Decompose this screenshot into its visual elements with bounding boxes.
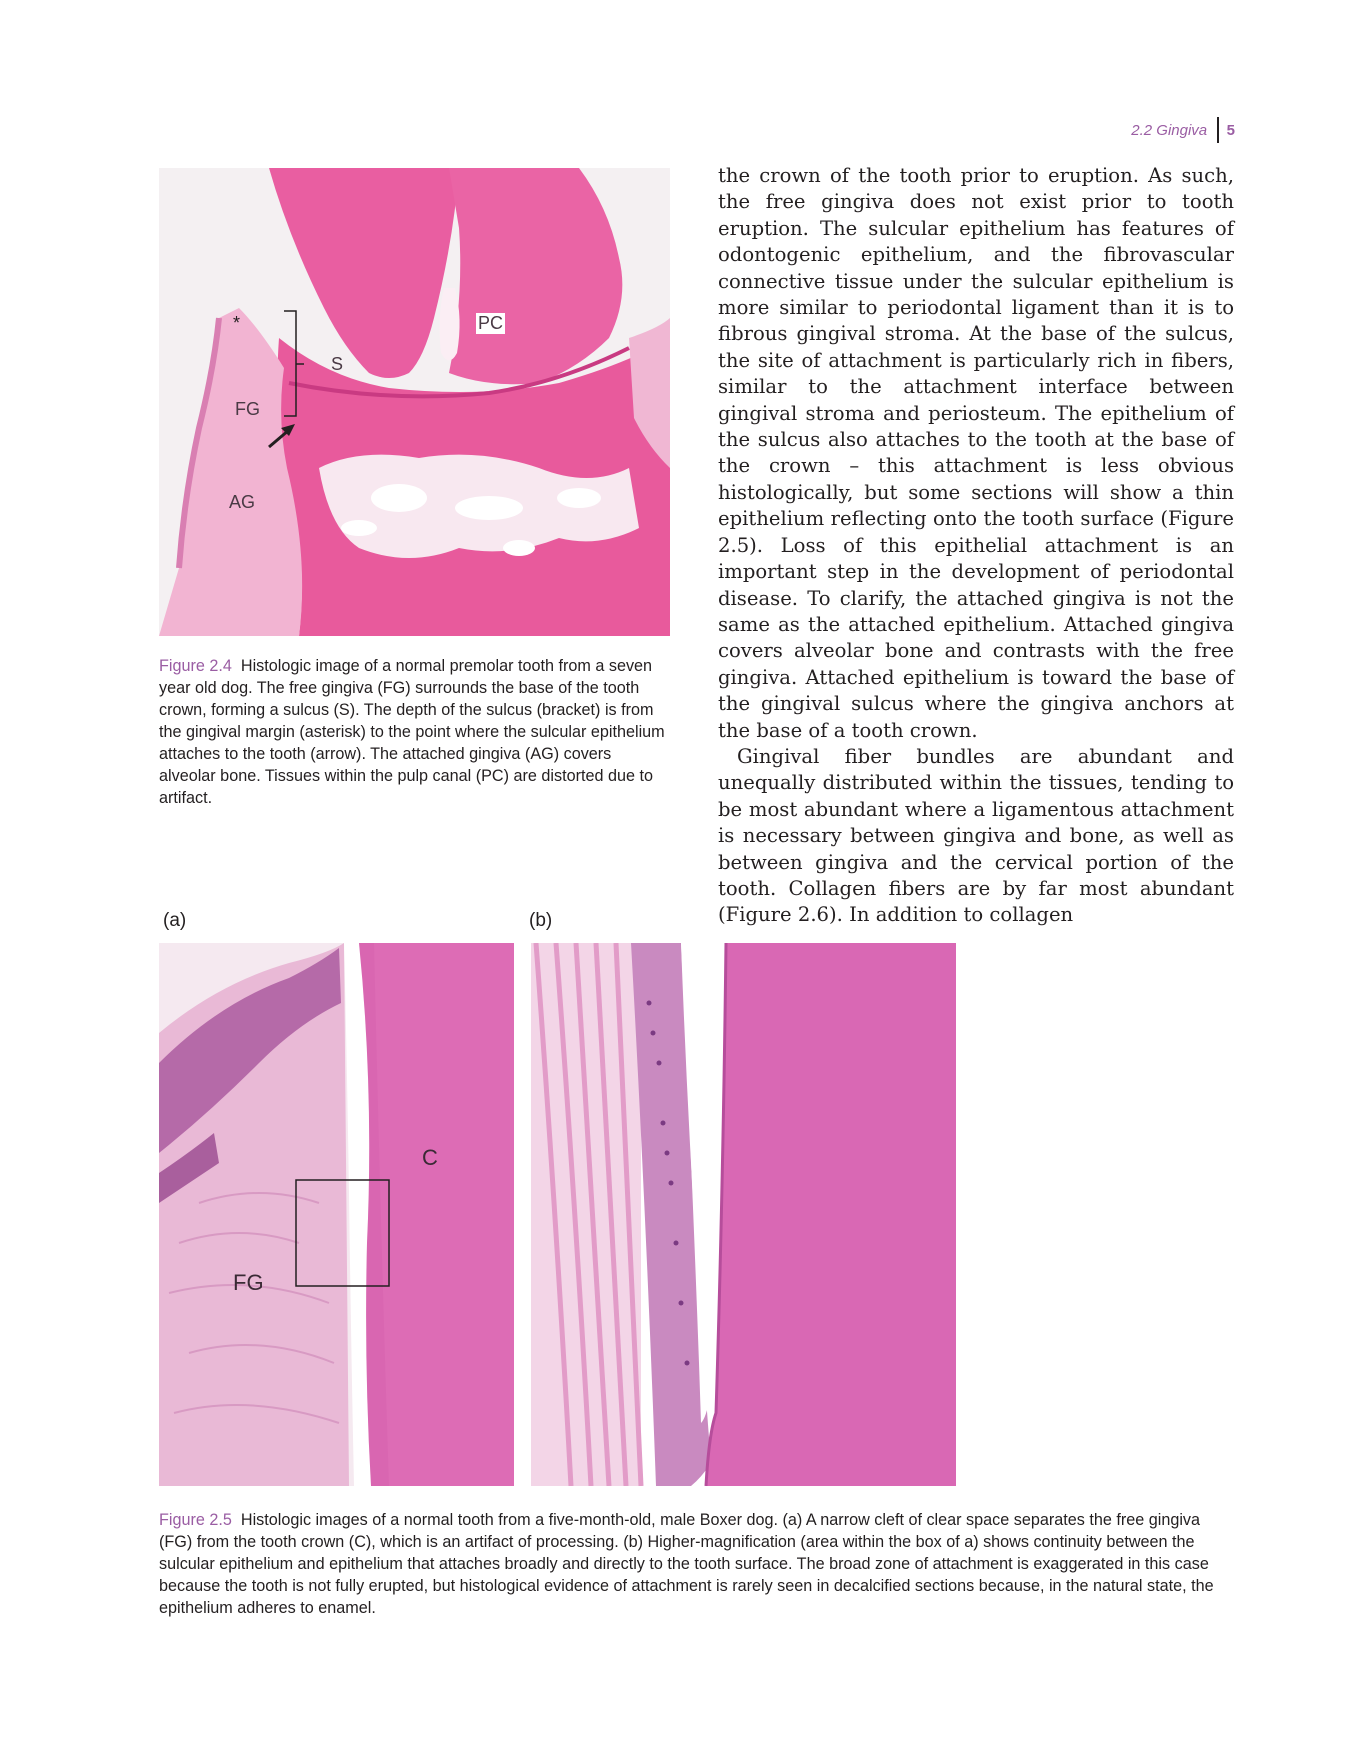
running-head-divider (1217, 117, 1219, 143)
figure-2-5-panel-a-label: (a) (163, 910, 187, 931)
figure-2-5a-histology (159, 943, 514, 1486)
figure-2-4-caption (159, 655, 672, 809)
figure-2-5-panel-b-label: (b) (529, 910, 553, 931)
figure-2-5a-label-c: C (422, 1145, 438, 1170)
running-head-section: 2.2 Gingiva (1131, 121, 1208, 139)
figure-2-4-label-fg: FG (235, 399, 260, 419)
figure-2-5a-image (159, 943, 514, 1486)
figure-2-5b-image (531, 943, 956, 1486)
figure-2-4-label-asterisk: * (233, 313, 241, 333)
running-head (1131, 118, 1235, 142)
figure-2-4-caption-text: Histologic image of a normal premolar tooth from a seven year old dog. The free gingiva (FG) surrounds the base of the tooth crown, forming a sulcus (S). The depth of the sulcus (bracket) is from the gingival margin (asterisk) to the point where the sulcular epithelium attaches to the tooth (arrow). The attached gingiva (AG) covers alveolar bone. Tissues within the pulp canal (PC) are distorted due to artifact. (159, 657, 665, 807)
page-number: 5 (1226, 121, 1235, 139)
figure-2-4-caption-number: Figure 2.4 (159, 657, 232, 675)
figure-2-5-caption (159, 1509, 1225, 1619)
figure-2-5-caption-number: Figure 2.5 (159, 1511, 232, 1529)
body-text (718, 163, 1234, 929)
figure-2-4-label-s: S (331, 354, 344, 374)
figure-2-5-caption-text: Histologic images of a normal tooth from a five-month-old, male Boxer dog. (a) A narrow cleft of clear space separates the free gingiva (FG) from the tooth crown (C), which is an artifact of processing. (b) Higher-magnification (area within the box of a) shows continuity between the sulcular epithelium and epithelium that attaches broadly and directly to the tooth surface. The broad zone of attachment is exaggerated in this case because the tooth is not fully erupted, but histological evidence of attachment is rarely seen in decalcified sections because, in the natural state, the epithelium adheres to enamel. (159, 1511, 1214, 1617)
body-paragraph-2: Gingival fiber bundles are abundant and unequally distributed within the tissues, tending to be most abundant where a ligamentous attachment is necessary between gingiva and bone, as well as between gingiva and the cervical portion of the tooth. Collagen fibers are by far most abundant (Figure 2.6). In addition to collagen (718, 744, 1234, 927)
figure-2-4-label-ag: AG (229, 492, 256, 512)
body-paragraph-1: the crown of the tooth prior to eruption. As such, the free gingiva does not exist prior to tooth eruption. The sulcular epithelium has features of odontogenic epithelium, and the fibrovascular connective tissue under the sulcular epithelium is more similar to periodontal ligament than it is to fibrous gingival stroma. At the base of the sulcus, the site of attachment is particularly rich in fibers, similar to the attachment interface between gingival stroma and periosteum. The epithelium of the sulcus also attaches to the tooth at the base of the crown – this attachment is less obvious histologically, but some sections will show a thin epithelium reflecting onto the tooth surface (Figure 2.5). Loss of this epithelial attachment is an important step in the development of periodontal disease. To clarify, the attached gingiva is not the same as the attached epithelium. Attached gingiva covers alveolar bone and contrasts with the free gingiva. Attached epithelium is toward the base of the gingival sulcus where the gingiva anchors at the base of a tooth crown. (718, 164, 1234, 742)
figure-2-4-label-pc: PC (478, 313, 504, 333)
figure-2-5a-label-fg: FG (233, 1270, 264, 1295)
figure-2-5b-histology (531, 943, 956, 1486)
